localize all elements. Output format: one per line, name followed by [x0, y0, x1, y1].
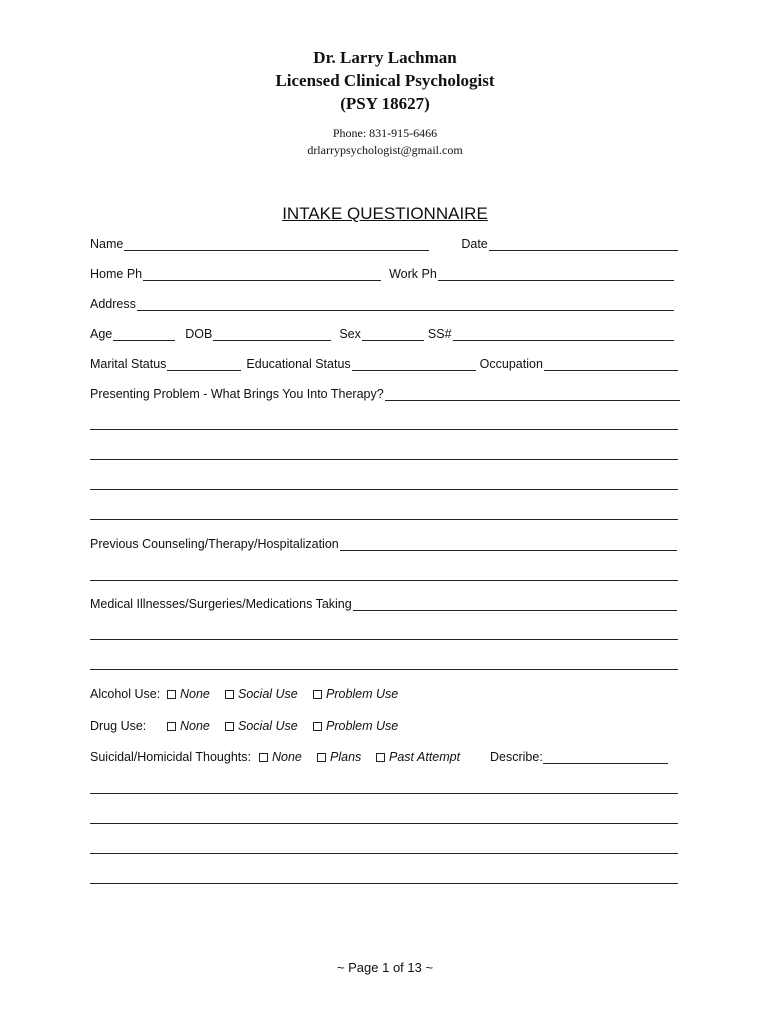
occupation-field[interactable]	[544, 358, 678, 371]
previous-line-1[interactable]	[90, 580, 678, 581]
license-number: (PSY 18627)	[340, 94, 430, 113]
home-phone-label: Home Ph	[90, 267, 143, 281]
name-date-row	[90, 235, 678, 251]
suicidal-plans-option[interactable]	[317, 750, 376, 764]
presenting-line-4[interactable]	[90, 519, 678, 520]
name-label: Name	[90, 237, 124, 251]
presenting-row	[90, 385, 680, 401]
education-label: Educational Status	[246, 357, 351, 371]
suicidal-row	[90, 749, 668, 765]
presenting-line-1[interactable]	[90, 429, 678, 430]
presenting-line-3[interactable]	[90, 489, 678, 490]
phone: Phone: 831-915-6466	[332, 126, 438, 140]
drug-row	[90, 718, 398, 734]
presenting-field[interactable]	[385, 388, 680, 401]
date-label: Date	[461, 237, 488, 251]
previous-row	[90, 535, 677, 551]
suicidal-plans-label: Plans	[330, 750, 362, 764]
checkbox-icon[interactable]	[167, 690, 176, 699]
drug-social-option[interactable]	[225, 719, 313, 733]
alcohol-row	[90, 686, 398, 702]
suicidal-none-option[interactable]	[259, 750, 317, 764]
ss-field[interactable]	[453, 328, 674, 341]
describe-line-4[interactable]	[90, 883, 678, 884]
suicidal-label: Suicidal/Homicidal Thoughts:	[90, 750, 251, 764]
alcohol-social-option[interactable]	[225, 687, 313, 701]
checkbox-icon[interactable]	[317, 753, 326, 762]
page-footer: ~ Page 1 of 13 ~	[336, 960, 434, 975]
checkbox-icon[interactable]	[225, 722, 234, 731]
drug-none-option[interactable]	[167, 719, 225, 733]
marital-field[interactable]	[167, 358, 241, 371]
phone-row	[90, 265, 674, 281]
credential: Licensed Clinical Psychologist	[275, 71, 495, 90]
describe-line-3[interactable]	[90, 853, 678, 854]
home-phone-field[interactable]	[143, 268, 381, 281]
medical-label: Medical Illnesses/Surgeries/Medications Taking	[90, 597, 352, 611]
presenting-label: Presenting Problem - What Brings You Into Therapy?	[90, 387, 384, 401]
occupation-label: Occupation	[479, 357, 543, 371]
previous-field[interactable]	[340, 538, 677, 551]
status-row	[90, 355, 678, 371]
medical-line-1[interactable]	[90, 639, 678, 640]
alcohol-label: Alcohol Use:	[90, 687, 161, 701]
age-field[interactable]	[113, 328, 175, 341]
education-field[interactable]	[352, 358, 476, 371]
checkbox-icon[interactable]	[313, 690, 322, 699]
drug-label: Drug Use:	[90, 719, 147, 733]
drug-problem-option[interactable]	[313, 719, 398, 733]
ss-label: SS#	[427, 327, 452, 341]
age-label: Age	[90, 327, 113, 341]
alcohol-problem-label: Problem Use	[326, 687, 399, 701]
sex-label: Sex	[339, 327, 361, 341]
address-field[interactable]	[137, 298, 674, 311]
marital-label: Marital Status	[90, 357, 167, 371]
previous-label: Previous Counseling/Therapy/Hospitalization	[90, 537, 339, 551]
doctor-name: Dr. Larry Lachman	[313, 48, 457, 67]
email: drlarrypsychologist@gmail.com	[307, 143, 463, 157]
describe-field[interactable]	[543, 751, 668, 764]
describe-line-1[interactable]	[90, 793, 678, 794]
sex-field[interactable]	[362, 328, 424, 341]
drug-none-label: None	[180, 719, 210, 733]
work-phone-field[interactable]	[438, 268, 674, 281]
form-title: INTAKE QUESTIONNAIRE	[282, 204, 488, 223]
alcohol-none-label: None	[180, 687, 210, 701]
drug-social-label: Social Use	[238, 719, 298, 733]
address-label: Address	[90, 297, 136, 311]
alcohol-problem-option[interactable]	[313, 687, 398, 701]
medical-row	[90, 595, 677, 611]
address-row	[90, 295, 674, 311]
name-field[interactable]	[124, 238, 429, 251]
medical-line-2[interactable]	[90, 669, 678, 670]
drug-problem-label: Problem Use	[326, 719, 399, 733]
dob-label: DOB	[185, 327, 213, 341]
work-phone-label: Work Ph	[389, 267, 437, 281]
checkbox-icon[interactable]	[313, 722, 322, 731]
dob-field[interactable]	[213, 328, 331, 341]
suicidal-none-label: None	[272, 750, 302, 764]
alcohol-none-option[interactable]	[167, 687, 225, 701]
suicidal-attempt-option[interactable]	[376, 750, 490, 764]
describe-line-2[interactable]	[90, 823, 678, 824]
alcohol-social-label: Social Use	[238, 687, 298, 701]
suicidal-attempt-label: Past Attempt	[389, 750, 461, 764]
demographics-row	[90, 325, 674, 341]
checkbox-icon[interactable]	[225, 690, 234, 699]
medical-field[interactable]	[353, 598, 677, 611]
checkbox-icon[interactable]	[259, 753, 268, 762]
checkbox-icon[interactable]	[167, 722, 176, 731]
checkbox-icon[interactable]	[376, 753, 385, 762]
describe-label: Describe:	[490, 750, 543, 764]
presenting-line-2[interactable]	[90, 459, 678, 460]
date-field[interactable]	[489, 238, 678, 251]
